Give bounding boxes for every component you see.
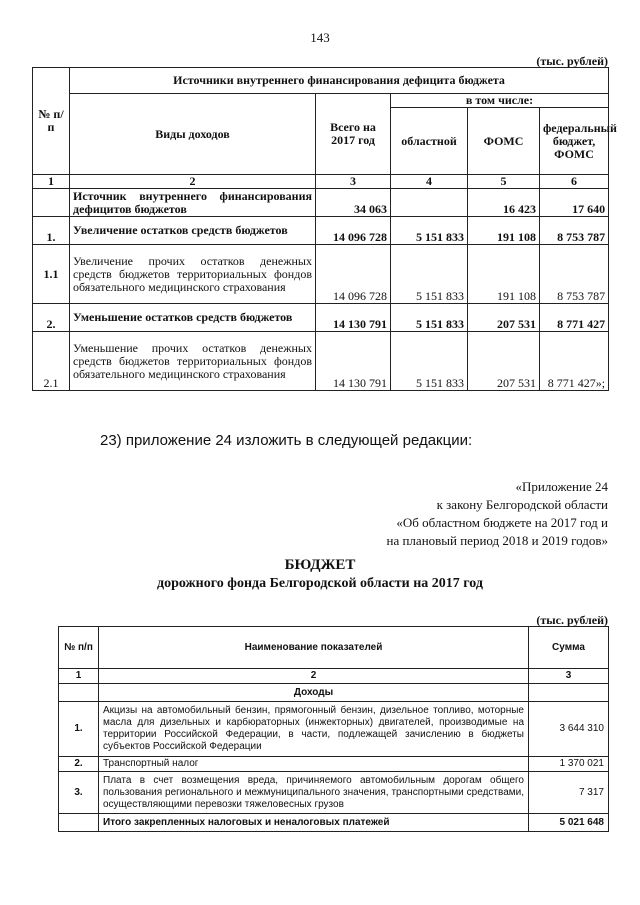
index-cell: 2 <box>99 669 529 684</box>
index-cell: 3 <box>316 175 391 189</box>
row-sum: 7 317 <box>529 772 609 814</box>
section-header: Доходы <box>99 684 529 702</box>
row-num <box>33 189 70 217</box>
row-num: 2.1 <box>33 332 70 391</box>
row-foms: 207 531 <box>468 304 540 332</box>
page-number: 143 <box>310 30 330 45</box>
index-cell: 3 <box>529 669 609 684</box>
table-row <box>33 189 609 217</box>
table-row <box>59 757 609 772</box>
total-sum: 5 021 648 <box>529 814 609 832</box>
appendix-reference <box>387 478 609 550</box>
table-row <box>33 245 609 304</box>
index-cell: 6 <box>540 175 609 189</box>
row-regional: 5 151 833 <box>391 217 468 245</box>
row-regional: 5 151 833 <box>391 332 468 391</box>
table-row <box>33 332 609 391</box>
units-label: (тыс. рублей) <box>536 54 608 68</box>
row-federal: 8 771 427»; <box>540 332 609 391</box>
row-total: 14 096 728 <box>316 217 391 245</box>
row-name: Уменьшение прочих остатков денежных средств бюджетов территориальных фондов обязательного медицинского страхования <box>70 332 316 391</box>
row-name: Транспортный налог <box>99 757 529 772</box>
row-regional <box>391 189 468 217</box>
col-including-header: в том числе: <box>391 94 609 108</box>
table-row <box>33 304 609 332</box>
amendment-instruction: 23) приложение 24 изложить в следующей редакции: <box>100 432 473 449</box>
row-num: 3. <box>59 772 99 814</box>
row-num: 2. <box>59 757 99 772</box>
row-num: 1. <box>59 702 99 757</box>
financing-sources-table <box>32 67 617 391</box>
row-regional: 5 151 833 <box>391 304 468 332</box>
col-name-header: Наименование показателей <box>99 627 529 669</box>
col-federal-header: федеральный бюджет, ФОМС <box>540 108 609 175</box>
row-foms: 191 108 <box>468 217 540 245</box>
appendix-line: к закону Белгородской области <box>436 497 608 512</box>
row-total: 14 096 728 <box>316 245 391 304</box>
row-name: Уменьшение остатков средств бюджетов <box>70 304 316 332</box>
col-types-header: Виды доходов <box>70 94 316 175</box>
index-cell: 1 <box>33 175 70 189</box>
row-num: 1.1 <box>33 245 70 304</box>
row-name: Плата в счет возмещения вреда, причиняемого автомобильным дорогам общего пользования регионального и межмуниципального значения, транспортными средствами, осуществляющими перевозки тяжеловесных грузов <box>99 772 529 814</box>
budget-title: БЮДЖЕТ <box>284 557 356 573</box>
col-num-header: № п/п <box>33 68 70 175</box>
index-cell: 4 <box>391 175 468 189</box>
row-total: 14 130 791 <box>316 304 391 332</box>
row-sum: 3 644 310 <box>529 702 609 757</box>
row-num: 2. <box>33 304 70 332</box>
col-foms-header: ФОМС <box>468 108 540 175</box>
appendix-line: «Об областном бюджете на 2017 год и <box>396 515 608 530</box>
col-sum-header: Сумма <box>529 627 609 669</box>
table-row <box>33 217 609 245</box>
row-foms: 16 423 <box>468 189 540 217</box>
row-num: 1. <box>33 217 70 245</box>
row-federal: 8 753 787 <box>540 245 609 304</box>
total-row <box>59 814 609 832</box>
row-foms: 207 531 <box>468 332 540 391</box>
row-total: 14 130 791 <box>316 332 391 391</box>
appendix-line: «Приложение 24 <box>515 479 608 494</box>
col-num-header: № п/п <box>59 627 99 669</box>
row-sum: 1 370 021 <box>529 757 609 772</box>
col-regional-header: областной <box>391 108 468 175</box>
row-name: Увеличение прочих остатков денежных средств бюджетов территориальных фондов обязательного медицинского страхования <box>70 245 316 304</box>
row-regional: 5 151 833 <box>391 245 468 304</box>
row-name: Источник внутреннего финансирования дефицитов бюджетов <box>70 189 316 217</box>
row-name: Увеличение остатков средств бюджетов <box>70 217 316 245</box>
row-total: 34 063 <box>316 189 391 217</box>
index-cell: 5 <box>468 175 540 189</box>
row-federal: 8 753 787 <box>540 217 609 245</box>
table-row <box>59 702 609 757</box>
row-name: Акцизы на автомобильный бензин, прямогонный бензин, дизельное топливо, моторные масла для дизельных и карбюраторных (инжекторных) двигателей, производимые на территории Российской Федерации, в части, подлежащей зачислению в бюджеты субъектов Российской Федерации <box>99 702 529 757</box>
row-federal: 17 640 <box>540 189 609 217</box>
road-fund-budget-table <box>58 626 609 832</box>
appendix-line: на плановый период 2018 и 2019 годов» <box>386 533 608 548</box>
total-label: Итого закрепленных налоговых и неналоговых платежей <box>99 814 529 832</box>
budget-subtitle: дорожного фонда Белгородской области на 2017 год <box>157 576 483 591</box>
row-foms: 191 108 <box>468 245 540 304</box>
row-federal: 8 771 427 <box>540 304 609 332</box>
index-cell: 2 <box>70 175 316 189</box>
table-row <box>59 772 609 814</box>
units-label: (тыс. рублей) <box>536 613 608 627</box>
table-title: Источники внутреннего финансирования дефицита бюджета <box>70 68 609 94</box>
index-cell: 1 <box>59 669 99 684</box>
col-total-header: Всего на 2017 год <box>316 94 391 175</box>
